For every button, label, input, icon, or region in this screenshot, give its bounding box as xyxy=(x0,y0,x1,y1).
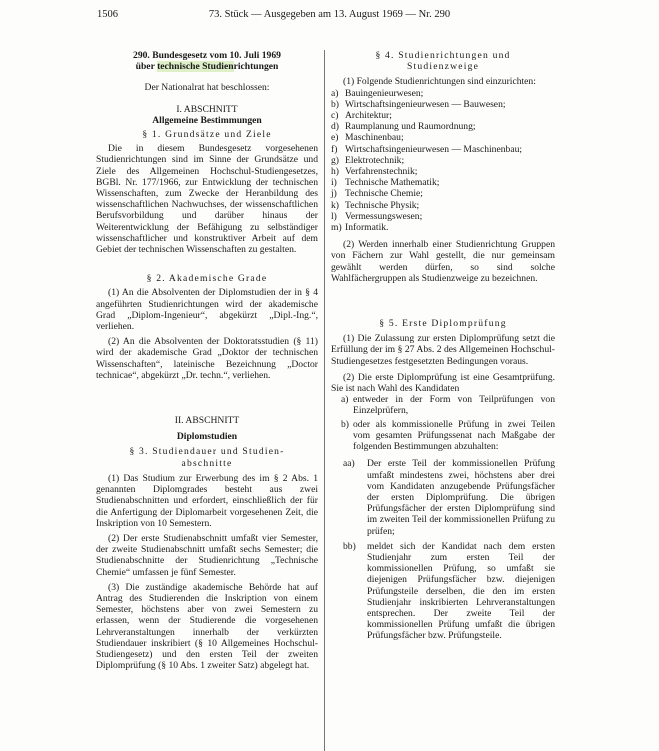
paragraph-heading-4: § 4. Studienrichtungen und xyxy=(375,50,511,61)
running-header xyxy=(0,7,659,23)
paragraph-heading-3: § 3. Studiendauer und Studien- xyxy=(129,446,285,458)
paragraph-heading-5: § 5. Erste Diplomprüfung xyxy=(379,318,507,330)
paragraph-5-subsection-2: (2) Die erste Diplomprüfung ist eine Gesamtprüfung. Sie ist nach Wahl des Kandidaten xyxy=(331,371,555,395)
paragraph-5-subsection-1: (1) Die Zulassung zur ersten Diplomprüfung setzt die Erfüllung der im § 27 Abs. 2 des Allgemeinen Hochschul-Studiengesetzes festgesetzten Bedingungen voraus. xyxy=(331,333,555,367)
section-heading: II. ABSCHNITT xyxy=(174,415,240,427)
highlighted-text: technische Studien xyxy=(157,61,234,73)
list-item: f) Wirtschaftsingenieurwesen — Maschinenbau; xyxy=(331,143,523,155)
paragraph-heading-4-cont: Studienzweige xyxy=(406,61,480,73)
exam-options xyxy=(331,394,555,452)
list-item: i) Technische Mathematik; xyxy=(331,177,440,189)
list-item: b) Wirtschaftsingenieurwesen — Bauwesen; xyxy=(331,98,506,110)
paragraph-heading-3-cont: abschnitte xyxy=(181,457,233,469)
section-heading: I. ABSCHNITT xyxy=(176,103,238,115)
paragraph-2-subsection-1: (1) An die Absolventen der Diplomstudien der in § 4 angeführten Studienrichtungen wird der akademische Grad „Diplom-Ingenieur“, abgekürzt „Dipl.-Ing.“, verliehen. xyxy=(96,287,318,333)
study-programs-list xyxy=(331,88,555,234)
list-item: e) Maschinenbau; xyxy=(331,132,404,144)
right-column xyxy=(331,50,555,642)
left-column xyxy=(96,50,318,671)
list-item: j) Technische Chemie; xyxy=(331,188,423,200)
column-divider xyxy=(324,50,325,751)
law-title-line1: 290. Bundesgesetz vom 10. Juli 1969 xyxy=(133,50,281,61)
paragraph-3-subsection-3: (3) Die zuständige akademische Behörde hat auf Antrag des Studierenden die Inskription von einem Semester, höchstens aber von zwei Semestern zu erlassen, wenn der Studierende die vorgesehenen Lehrveranstaltungen innerhalb der verkürzten Studiendauer inskribiert (§ 10 Allgemeines Hochschul-Studiengesetz) und den ersten Teil der zweiten Diplomprüfung (§ 10 Abs. 1 zweiter Satz) abgelegt hat. xyxy=(96,581,318,672)
issue-line: 73. Stück — Ausgegeben am 13. August 1969 — Nr. 290 xyxy=(208,9,451,20)
page-number: 1506 xyxy=(97,9,118,20)
list-item: aa) Der erste Teil der kommissionellen Prüfung umfaßt mindestens zwei, höchstens aber drei vom Kandidaten anzugebende Prüfungsfächer der ersten Diplomprüfung. Die übrigen Prüfungsfächer der ersten Diplomprüfung sind im zweiten Teil der kommissionellen Prüfung zu prüfen; xyxy=(343,458,555,537)
section-subheading: Allgemeine Bestimmungen xyxy=(152,114,262,126)
section-subheading: Diplomstudien xyxy=(176,431,238,443)
commission-exam-rules xyxy=(331,458,555,641)
paragraph-1-text: Die in diesem Bundesgesetz vorgesehenen Studienrichtungen sind im Sinne der Grundsätze und Ziele des Allgemeinen Hochschul-Studiengesetzes, BGBl. Nr. 177/1966, zur Entwicklung der technischen Wissenschaften, zum Zwecke der Heranbildung des wissenschaftlichen Nachwuchses, der wissenschaftlichen Berufsvorbildung und darüber hinaus der Weiterentwicklung der Befähigung zu selbständiger wissenschaftlicher und konstruktiver Arbeit auf dem Gebiet der technischen Wissenschaften zu gestalten. xyxy=(96,143,318,256)
paragraph-3-subsection-2: (2) Der erste Studienabschnitt umfaßt vier Semester, der zweite Studienabschnitt umfaßt sechs Semester; die Studienabschnitte der Studienrichtung „Technische Chemie“ umfassen je fünf Semester. xyxy=(96,532,318,578)
paragraph-2-subsection-2: (2) An die Absolventen der Doktoratsstudien (§ 11) wird der akademische Grad „Doktor der technischen Wissenschaften“, lateinische Bezeichnung „Doctor technicae“, abgekürzt „Dr. techn.“, verliehen. xyxy=(96,336,318,381)
paragraph-heading-1: § 1. Grundsätze und Ziele xyxy=(142,129,272,141)
paragraph-heading-2: § 2. Akademische Grade xyxy=(146,273,268,285)
list-item: bb) meldet sich der Kandidat nach dem ersten Studienjahr zum ersten Teil der kommissionellen Prüfung, so umfaßt sie diejenigen Prüfungsfächer bzw. diejenigen Prüfungsteile derselben, die den im ersten Studienjahr inskribierten Lehrveranstaltungen entsprechen. Der zweite Teil der kommissionellen Prüfung umfaßt die übrigen Prüfungsfächer bzw. Prüfungsteile. xyxy=(343,540,555,642)
paragraph-4-subsection-1: (1) Folgende Studienrichtungen sind einzurichten: xyxy=(343,76,536,88)
list-item: m) Informatik. xyxy=(331,222,389,234)
enactment-clause: Der Nationalrat hat beschlossen: xyxy=(144,82,270,94)
list-item: c) Architektur; xyxy=(331,110,392,122)
law-title-line2: über technische Studienrichtungen xyxy=(135,61,279,73)
list-item: g) Elektrotechnik; xyxy=(331,154,405,166)
list-item: h) Verfahrenstechnik; xyxy=(331,166,418,178)
list-item: k) Technische Physik; xyxy=(331,199,420,211)
paragraph-3-subsection-1: (1) Das Studium zur Erwerbung des im § 2 Abs. 1 genannten Diplomgrades besteht aus zwei Studienabschnitten und erfordert, einschließlich der für die Anfertigung der Diplomarbeit vorgesehenen Zeit, die Inskription von 10 Semestern. xyxy=(96,472,318,529)
list-item: a) Bauingenieurwesen; xyxy=(331,87,424,99)
list-item: a) entweder in der Form von Teilprüfungen von Einzelprüfern, xyxy=(341,394,555,417)
list-item: l) Vermessungswesen; xyxy=(331,210,423,222)
list-item: d) Raumplanung und Raumordnung; xyxy=(331,121,476,133)
paragraph-4-subsection-2: (2) Werden innerhalb einer Studienrichtung Gruppen von Fächern zur Wahl gestellt, die nur gemeinsam gewählt werden dürfen, so sind solche Wahlfächergruppen als Studienzweige zu bezeichnen. xyxy=(331,239,555,284)
list-item: b) oder als kommissionelle Prüfung in zwei Teilen vom gesamten Prüfungssenat nach Maßgabe der folgenden Bestimmungen abzuhalten: xyxy=(341,418,555,453)
